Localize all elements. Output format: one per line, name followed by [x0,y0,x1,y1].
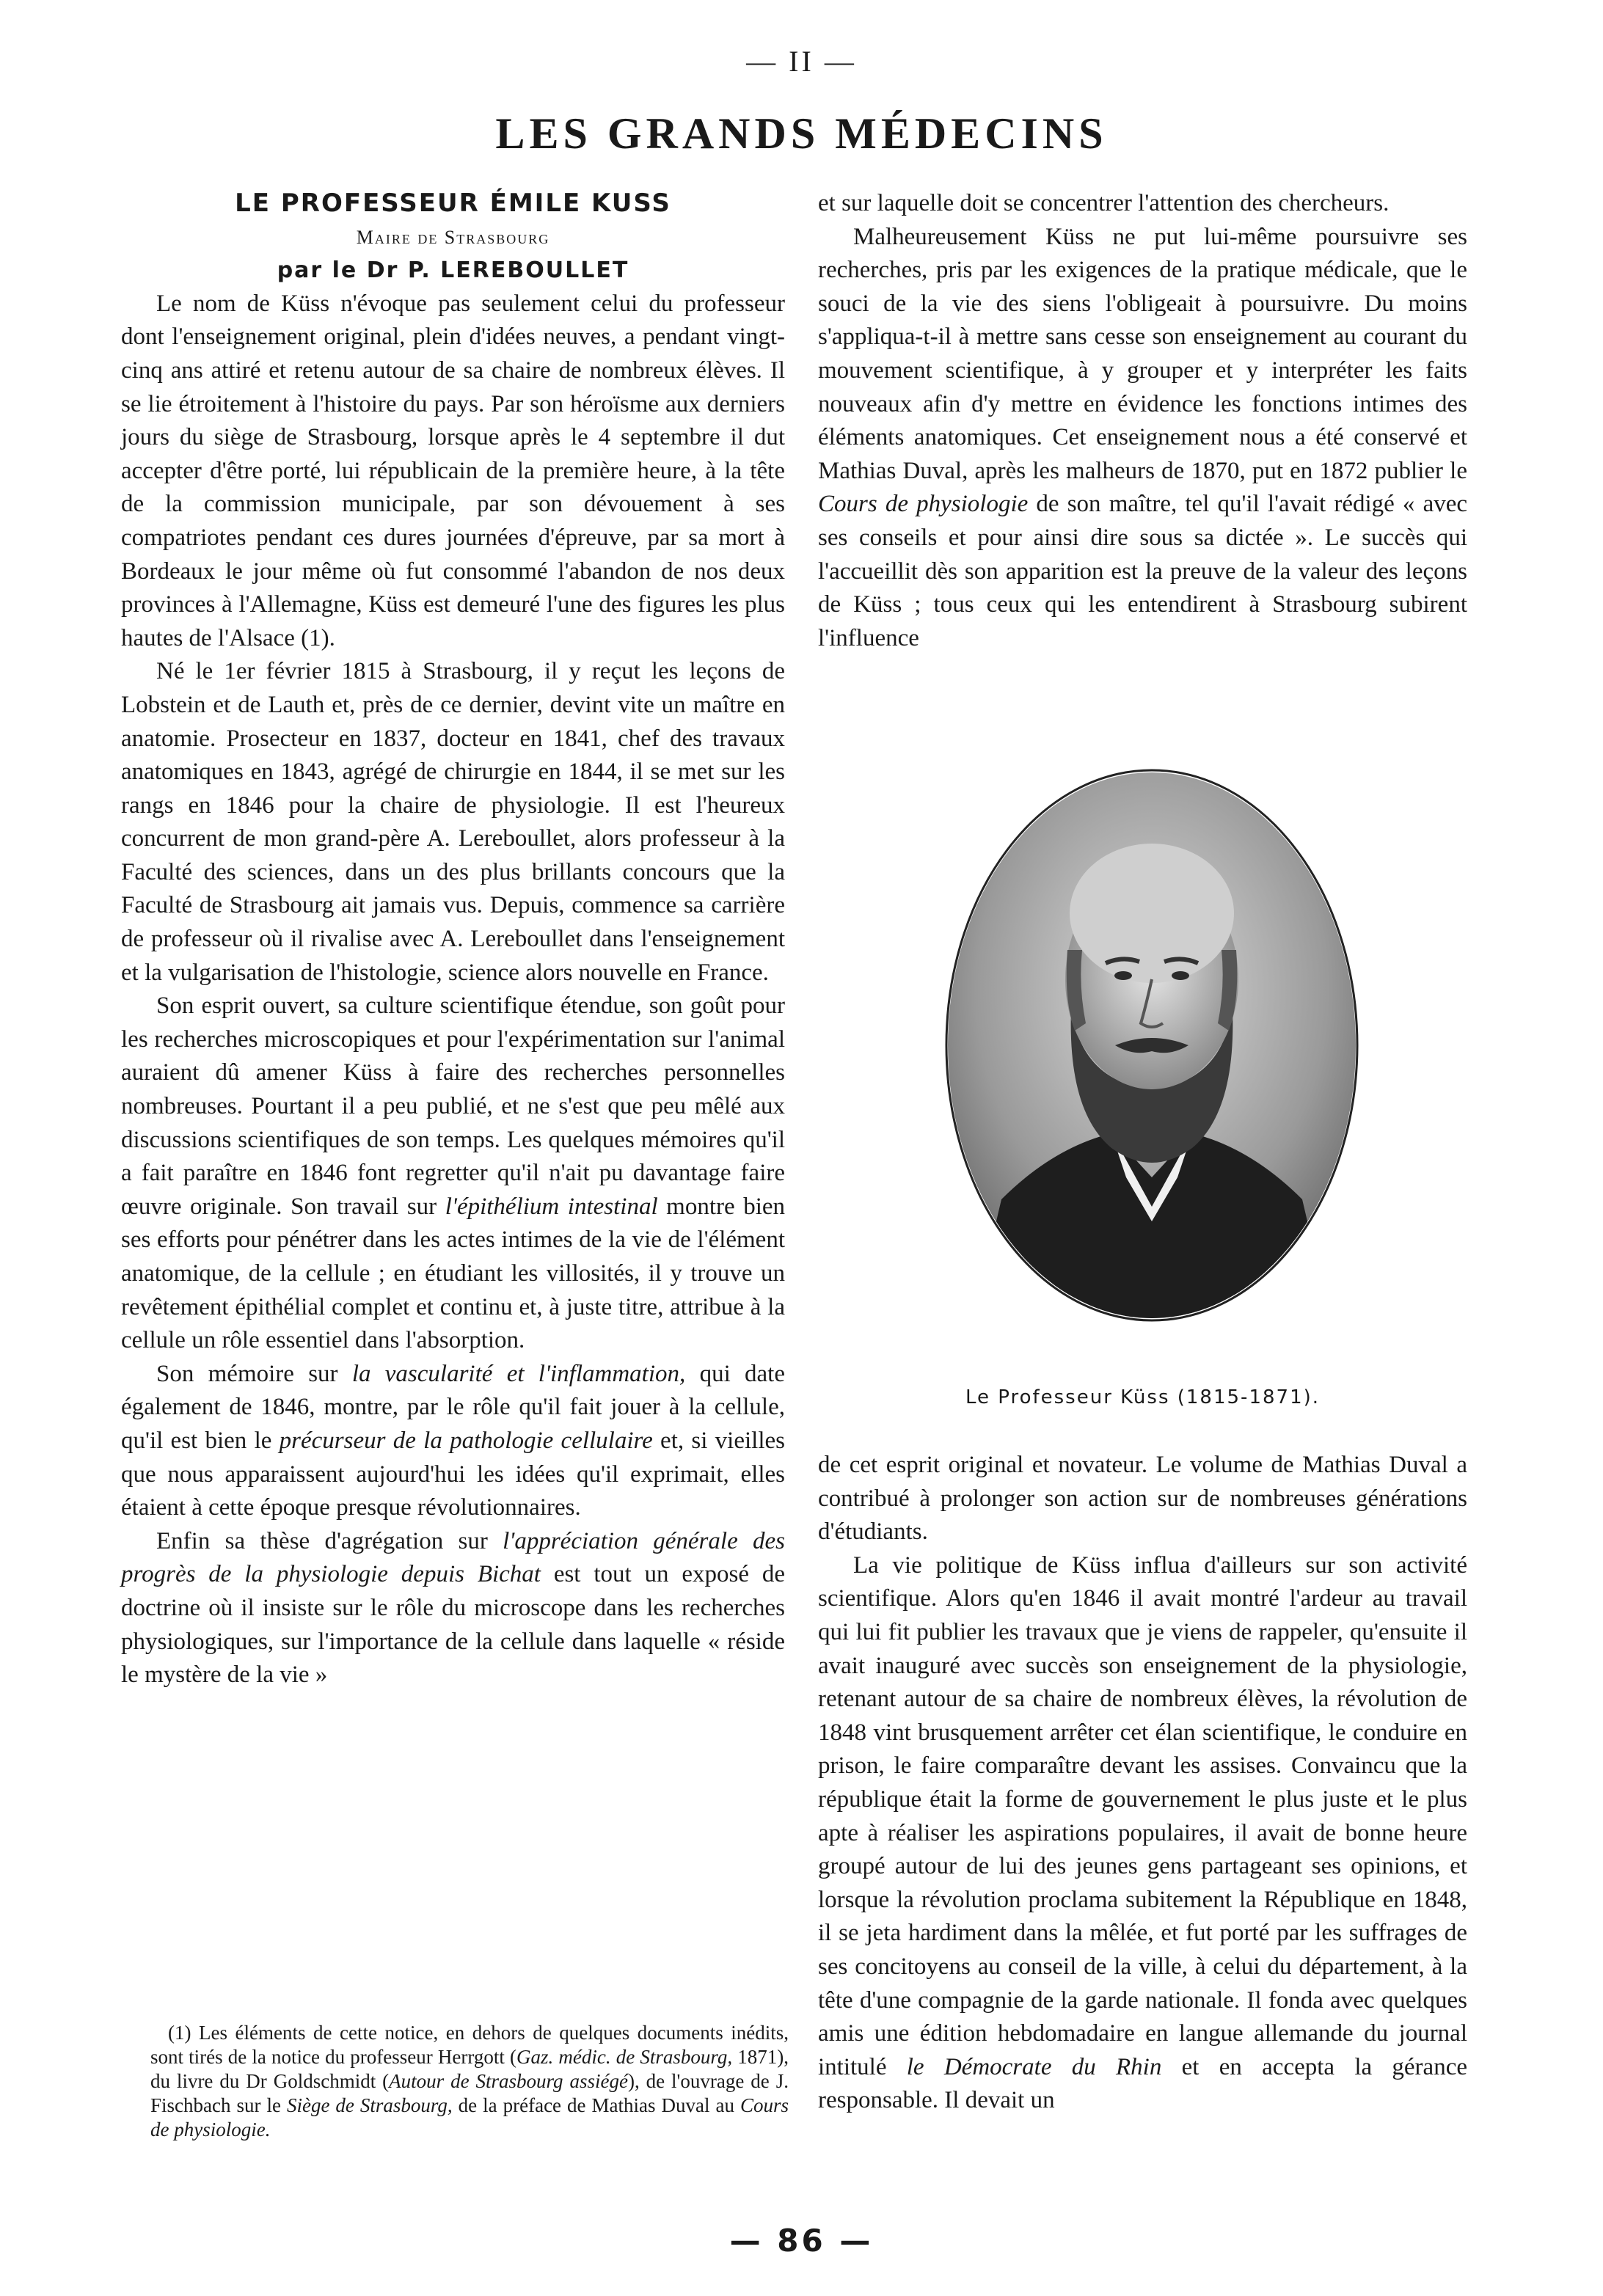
article-author: par le Dr P. LEREBOULLET [277,257,629,284]
paragraph: Son mémoire sur la vascularité et l'inflammation, qui date également de 1846, montre, par le rôle qu'il fait jouer à la cellule, qu'il est bien le précurseur de la pathologie cellulaire et, si vieilles que nous apparaissent aujourd'hui les idées qu'il exprimait, elles étaient à cette époque presque révolutionnaires. [121,1360,785,1521]
portrait-oval [943,767,1361,1324]
paragraph: Son esprit ouvert, sa culture scientifique étendue, son goût pour les recherches microscopiques et pour l'expérimentation sur l'animal auraient dû amener Küss à faire des recherches personnelles nombreuses. Pourtant il a peu publié, et ne s'est que peu mêlé aux discussions scientifiques de son temps. Les quelques mémoires qu'il a fait paraître en 1846 font regretter qu'il n'ait pu davantage faire œuvre originale. Son travail sur l'épithélium intestinal montre bien ses efforts pour pénétrer dans les actes intimes de la vie de l'élément anatomique, de la cellule ; en étudiant les villosités, il y trouve un revêtement épithélial complet et continu et, à juste titre, attribue à la cellule un rôle essentiel dans l'absorption. [121,992,786,1354]
paragraph: La vie politique de Küss influa d'ailleurs sur son activité scientifique. Alors qu'en 1846 il avait montré l'ardeur au travail qui lui fit publier les travaux que je viens de rappeler, qu'ensuite il avait inauguré avec succès son enseignement de la physiologie, retenant autour de sa chaire de nombreux élèves, la révolution de 1848 vint brusquement arrêter cet élan scientifique, le conduire en prison, le faire comparaître devant les assises. Convaincu que la république était la forme de gouvernement le plus juste et le plus apte à réaliser les aspirations populaires, il avait de bonne heure groupé autour de lui des jeunes gens partageant ses opinions, et lorsque la révolution proclama subitement la République en 1848, il se jeta hardiment dans la mêlée, et fut porté par les suffrages de ses concitoyens au conseil de la ville, à celui du département, à la tête d'une compagnie de la garde nationale. Il fonda avec quelques amis une édition hebdomadaire en langue allemande du journal intitulé le Démocrate du Rhin et en accepta la gérance responsable. Il devait un [818,1551,1467,2114]
left-column [121,187,785,1692]
bottom-page-number: — 86 — [729,2223,874,2259]
paragraph: Né le 1er février 1815 à Strasbourg, il y reçut les leçons de Lobstein et de Lauth et, près de ce dernier, devint vite un maître en anatomie. Prosecteur en 1837, docteur en 1841, chef des travaux anatomiques en 1843, agrégé de chirurgie en 1844, il se met sur les rangs en 1846 pour la chaire de physiologie. Il est l'heureux concurrent de mon grand-père A. Lereboullet, alors professeur à la Faculté des sciences, dans un des plus brillants concours que la Faculté de Strasbourg ait jamais vus. Depuis, commence sa carrière de professeur où il rivalise avec A. Lereboullet dans l'enseignement et la vulgarisation de l'histologie, science alors nouvelle en France. [121,658,785,986]
paragraph: Malheureusement Küss ne put lui-même poursuivre ses recherches, pris par les exigences de la pratique médicale, que le souci de la vie des siens l'obligeait à poursuivre. Du moins s'appliqua-t-il à mettre sans cesse son enseignement au courant du mouvement scientifique, à y grouper et y interpréter les faits nouveaux afin d'y mettre en évidence les fonctions intimes des éléments anatomiques. Cet enseignement nous a été conservé et Mathias Duval, après les malheurs de 1870, put en 1872 publier le Cours de physiologie de son maître, tel qu'il l'avait rédigé « avec ses conseils et pour ainsi dire sous sa dictée ». Le succès qui l'accueillit dès son apparition est la preuve de la valeur des leçons de Küss ; tous ceux qui les entendirent à Strasbourg subirent l'influence [818,223,1468,651]
portrait-caption: Le Professeur Küss (1815-1871). [965,1386,1321,1408]
paragraph: Le nom de Küss n'évoque pas seulement celui du professeur dont l'enseignement original, plein d'idées neuves, a pendant vingt-cinq ans attiré et retenu autour de sa chaire de nombreux élèves. Il se lie étroitement à l'histoire du pays. Par son héroïsme aux derniers jours du siège de Strasbourg, lorsque après le 4 septembre il dut accepter d'être porté, lui républicain de la première heure, à la tête de la commission municipale, par son dévouement à ses compatriotes pendant ces dures journées d'épreuve, par sa mort à Bordeaux le jour même où fut consommé l'abandon de nos deux provinces à l'Allemagne, Küss est demeuré l'une des figures les plus hautes de l'Alsace (1). [121,290,785,651]
right-column-top [818,187,1467,655]
top-page-number: — II — [746,45,857,78]
paragraph: et sur laquelle doit se concentrer l'attention des chercheurs. [818,190,1390,216]
right-column-bottom [818,1449,1467,2118]
article-title: LE PROFESSEUR ÉMILE KUSS [235,189,671,218]
section-title: LES GRANDS MÉDECINS [495,109,1108,158]
article-subtitle: Maire de Strasbourg [356,226,550,248]
portrait-image [943,767,1361,1324]
paragraph: Enfin sa thèse d'agrégation sur l'appréciation générale des progrès de la physiologie depuis Bichat est tout un exposé de doctrine où il insiste sur le rôle du microscope dans les recherches physiologiques, sur l'importance de la cellule dans laquelle « réside le mystère de la vie » [121,1527,785,1689]
paragraph: de cet esprit original et novateur. Le volume de Mathias Duval a contribué à prolonger son action sur de nombreuses générations d'étudiants. [818,1452,1467,1546]
footnote: (1) Les éléments de cette notice, en dehors de quelques documents inédits, sont tirés de la notice du professeur Herrgott (Gaz. médic. de Strasbourg, 1871), du livre du Dr Goldschmidt (Autour de Strasbourg assiégé), de l'ouvrage de J. Fischbach sur le Siège de Strasbourg, de la préface de Mathias Duval au Cours de physiologie. [150,2022,789,2140]
